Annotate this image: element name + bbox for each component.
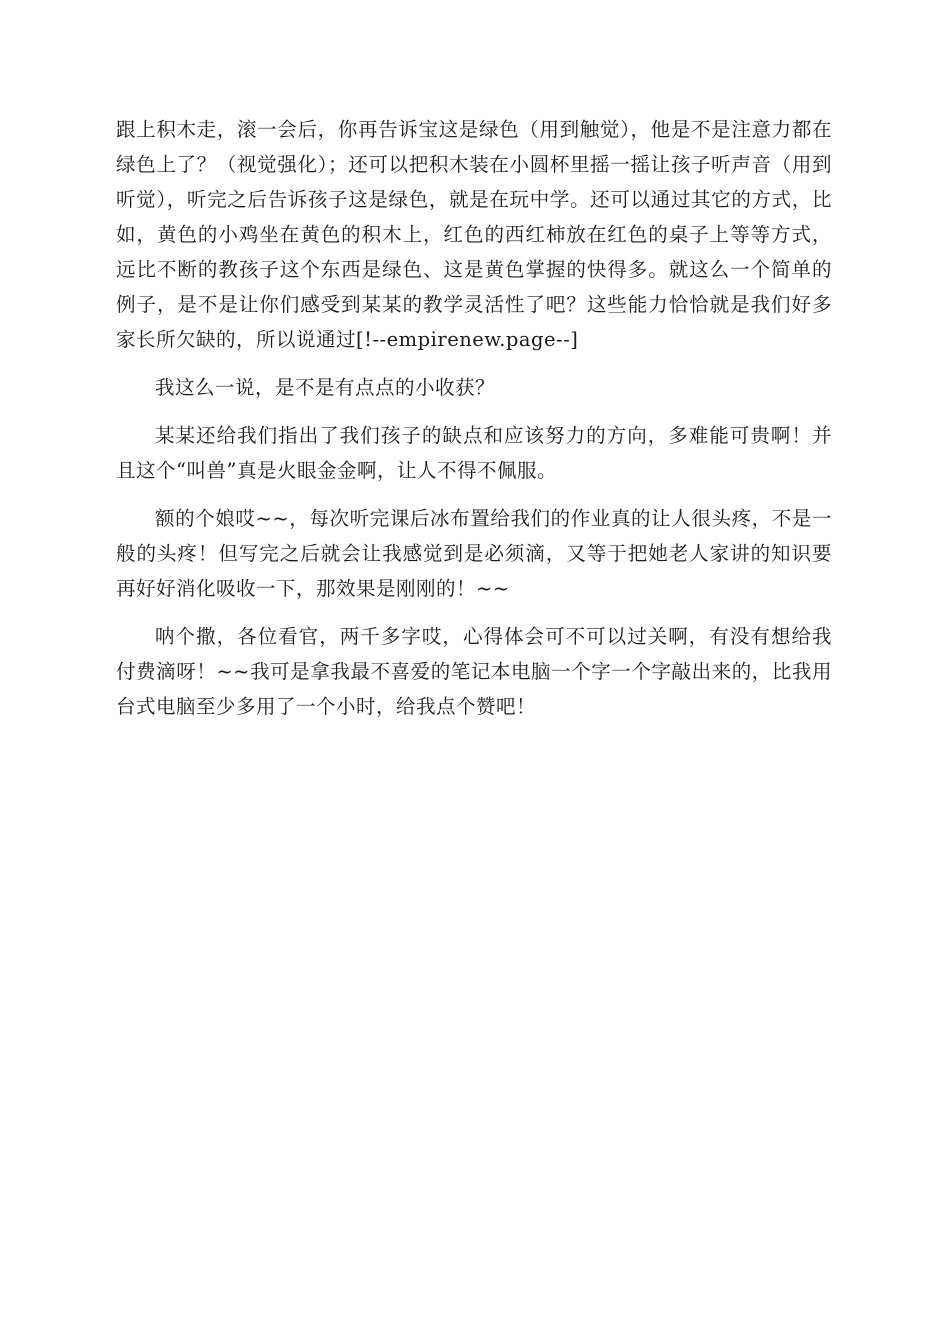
document-body <box>116 112 832 737</box>
paragraph-1: 跟上积木走，滚一会后，你再告诉宝这是绿色（用到触觉），他是不是注意力都在绿色上了？（视觉强化）；还可以把积木装在小圆杯里摇一摇让孩子听声音（用到听觉），听完之后告诉孩子这是绿色，就是在玩中学。还可以通过其它的方式，比如，黄色的小鸡坐在黄色的积木上，红色的西红柿放在红色的桌子上等等方式，远比不断的教孩子这个东西是绿色、这是黄色掌握的快得多。就这么一个简单的例子，是不是让你们感受到某某的教学灵活性了吧？这些能力恰恰就是我们好多家长所欠缺的，所以说通过[!--empirenew.page--] <box>116 118 832 351</box>
paragraph-4: 额的个娘哎~~，每次听完课后冰布置给我们的作业真的让人很头疼，不是一般的头疼！但写完之后就会让我感觉到是必须滴，又等于把她老人家讲的知识要再好好消化吸收一下，那效果是刚刚的！~~ <box>116 507 832 600</box>
paragraph-3: 某某还给我们指出了我们孩子的缺点和应该努力的方向，多难能可贵啊！并且这个“叫兽”真是火眼金金啊，让人不得不佩服。 <box>116 424 832 482</box>
paragraph-2: 我这么一说，是不是有点点的小收获？ <box>155 376 496 399</box>
paragraph-5: 呐个撒，各位看官，两千多字哎，心得体会可不可以过关啊，有没有想给我付费滴呀！~~我可是拿我最不喜爱的笔记本电脑一个字一个字敲出来的，比我用台式电脑至少多用了一个小时，给我点个赞吧！ <box>116 625 832 718</box>
